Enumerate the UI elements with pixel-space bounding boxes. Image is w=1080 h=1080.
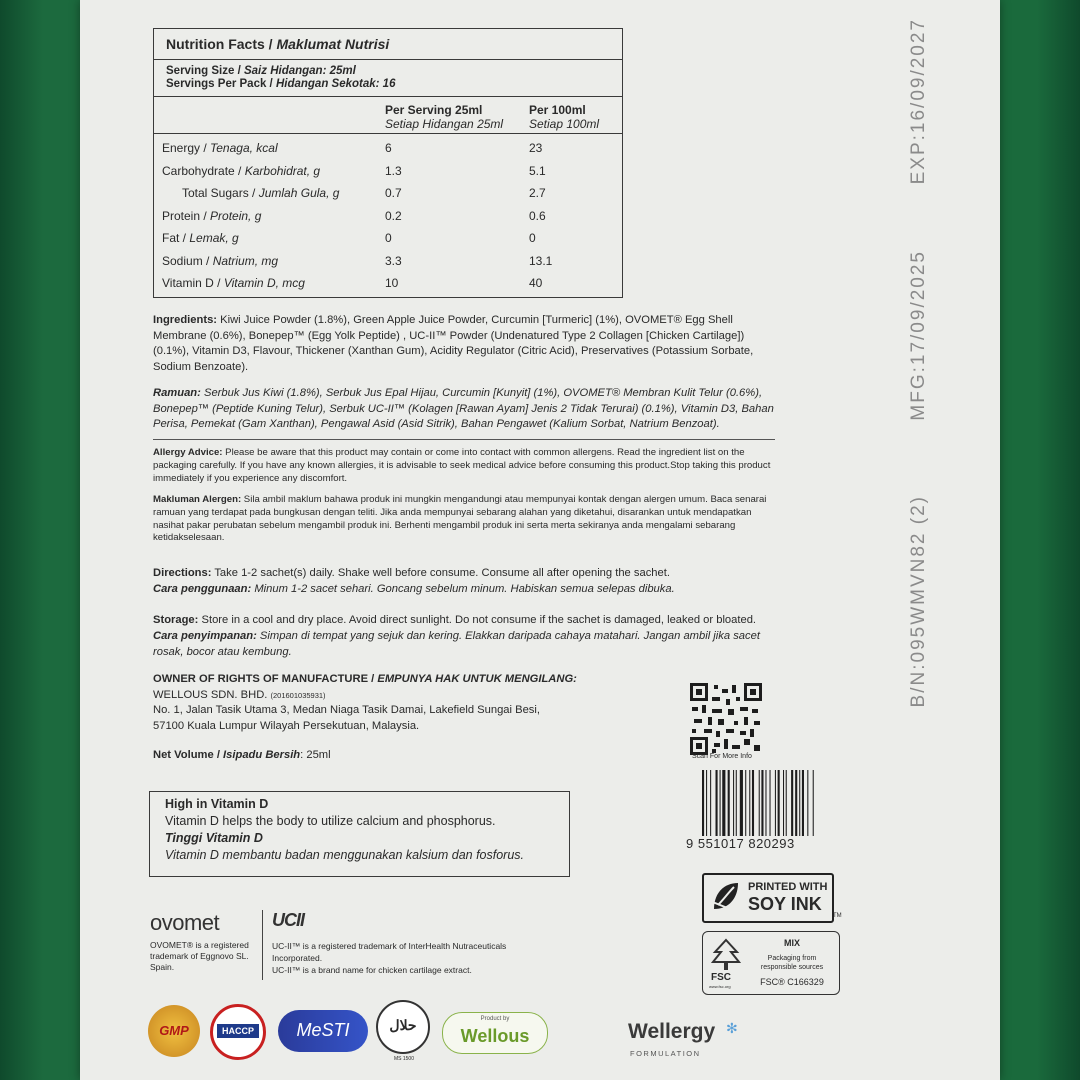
ingredients-en: Ingredients: Kiwi Juice Powder (1.8%), Green Apple Juice Powder, Curcumin [Turmeric] (1%), OVOMET® Egg Shell Membrane (0.6%), Bonepep™ (Egg Yolk Peptide) , UC-II™ Powder (Undenatured Type 2 Collagen [Chicken Cartilage]) (0.1%), Vitamin D3, Flavour, Thickener (Xanthan Gum), Acidity Regulator (Citric Acid), Preservatives (Potassium Sorbate, Sodium Benzoate). [153, 314, 754, 373]
vitamin-d-claim-box: High in Vitamin D Vitamin D helps the body to utilize calcium and phosphorus. Tinggi Vitamin D Vitamin D membantu badan menggunakan kalsium dan fosforus. [149, 791, 570, 877]
barcode-bar [799, 770, 800, 836]
barcode-number: 9 551017 820293 [686, 836, 795, 851]
nutrient-name: Sodium / Natrium, mg [162, 253, 279, 268]
barcode-bar [740, 770, 743, 836]
ovomet-trademark: OVOMET® is a registered trademark of Eggnovo SL. Spain. [150, 940, 249, 972]
wellous-badge: Product by Wellous [442, 1012, 548, 1054]
barcode-bar [716, 770, 718, 836]
value-per-100ml: 40 [529, 276, 543, 290]
directions-ms: Cara penggunaan: Minum 1-2 sacet sehari. Goncang sebelum minum. Habiskan semua selepas dibuka. [153, 583, 675, 595]
barcode-bar [765, 770, 766, 836]
fsc-tree-icon [711, 938, 741, 972]
manufacture-date: MFG:17/09/2025 [908, 250, 929, 421]
nutrient-name: Fat / Lemak, g [162, 231, 239, 245]
storage-ms: Cara penyimpanan: Simpan di tempat yang sejuk dan kering. Elakkan daripada cahaya matahari. Jangan ambil jika sacet rosak, bocor atau kembung. [153, 630, 760, 658]
sparkle-icon: ✻ [726, 1020, 738, 1036]
net-volume: Net Volume / Isipadu Bersih: 25ml [153, 749, 331, 761]
ingredients-ms: Ramuan: Serbuk Jus Kiwi (1.8%), Serbuk Jus Epal Hijau, Curcumin [Kunyit] (1%), OVOMET® Membran Kulit Telur (0.6%), Bonepep™ (Peptide Kuning Telur), Serbuk UC-II™ (Kolagen [Rawan Ayam] Jenis 2 Tidak Terurai) (0.1%), Vitamin D3, Bahan Perisa, Pemekat (Gam Xanthan), Pengawal Asid (Asid Sitrik), Bahan Pengawet (Kalium Sorbat, Natrium Benzoat). [153, 387, 774, 431]
soy-ink-logo: PRINTED WITH SOY INK [702, 873, 834, 923]
barcode-bar [733, 770, 734, 836]
wellergy-logo: Wellergy [628, 1020, 716, 1043]
barcode-bar [728, 770, 730, 836]
ovomet-logo: ovomet [150, 910, 220, 935]
barcode-bar [770, 770, 771, 836]
allergy-advice-en: Allergy Advice: Please be aware that this product may contain or come into contact with common allergens. Read the ingredient list on the packaging carefully. If you have any known allergies, it is advisable to seek medical advice before consuming this product.Stop taking this product immediately if you experience any discomfort. [153, 447, 771, 484]
barcode-bar [761, 770, 763, 836]
barcode-bar [813, 770, 814, 836]
fsc-logo: FSC www.fsc.org MIX Packaging from responsible sources FSC® C166329 [702, 931, 840, 995]
mesti-badge: MeSTI [278, 1010, 368, 1052]
nutrition-row [162, 141, 614, 161]
column-header-serving: Per Serving 25ml Setiap Hidangan 25ml [385, 103, 504, 131]
nutrient-name: Protein / Protein, g [162, 208, 262, 223]
nutrient-name: Carbohydrate / Karbohidrat, g [162, 163, 321, 178]
header-divider [154, 133, 622, 134]
value-per-serving: 6 [385, 141, 392, 155]
value-per-serving: 10 [385, 276, 399, 290]
barcode-bar [778, 770, 780, 836]
barcode-bar [736, 770, 737, 836]
barcode-bar [807, 770, 808, 836]
barcode-bar [783, 770, 784, 836]
value-per-100ml: 2.7 [529, 186, 546, 200]
serving-info: Serving Size / Saiz Hidangan: 25ml Servings Per Pack / Hidangan Sekotak: 16 [154, 60, 622, 97]
soy-bean-icon [708, 879, 744, 915]
ucii-logo: UCII [272, 910, 304, 930]
barcode-bar [802, 770, 804, 836]
nutrition-facts-table [153, 28, 623, 298]
ucii-trademark: UC-II™ is a registered trademark of InterHealth Nutraceuticals Incorporated. UC-II™ is a brand name for chicken cartilage extract. [272, 941, 507, 975]
nutrition-row [162, 254, 614, 274]
barcode-bar [745, 770, 746, 836]
nutrient-name: Total Sugars / Jumlah Gula, g [182, 186, 340, 200]
storage-en: Storage: Store in a cool and dry place. Avoid direct sunlight. Do not consume if the sachet is damaged, leaked or bloated. [153, 614, 757, 626]
manufacturer-info: OWNER OF RIGHTS OF MANUFACTURE / EMPUNYA HAK UNTUK MENGILANG: WELLOUS SDN. BHD. (201601035931) No. 1, Jalan Tasik Utama 3, Medan Niaga Tasik Damai, Lakefield Sungai Besi, 57100 Kuala Lumpur Wilayah Persekutuan, Malaysia. [153, 673, 577, 732]
gmp-badge: GMP [148, 1005, 200, 1057]
qr-code[interactable] [690, 683, 762, 755]
barcode-bar [710, 770, 711, 836]
logo-divider [262, 910, 263, 980]
value-per-100ml: 13.1 [529, 253, 553, 268]
value-per-serving: 0 [385, 231, 392, 245]
barcode-bar [702, 770, 704, 836]
value-per-100ml: 23 [529, 141, 543, 155]
barcode-bar [786, 770, 787, 836]
nutrition-row [162, 231, 614, 251]
halal-badge: حلال [376, 1000, 430, 1054]
value-per-100ml: 0 [529, 231, 536, 245]
nutrient-name: Energy / Tenaga, kcal [162, 141, 278, 155]
value-per-serving: 0.7 [385, 186, 402, 200]
barcode-bar [791, 770, 793, 836]
nutrition-row [162, 164, 614, 184]
divider [153, 439, 775, 440]
barcode-bar [706, 770, 707, 836]
barcode-bar [752, 770, 754, 836]
value-per-serving: 0.2 [385, 208, 402, 223]
haccp-badge: HACCP [210, 1004, 266, 1060]
nutrition-row [162, 276, 614, 296]
barcode-bar [775, 770, 776, 836]
barcode [700, 770, 840, 846]
batch-number: B/N:095WMVN82 (2) [908, 495, 929, 708]
expiry-date: EXP:16/09/2027 [908, 18, 929, 185]
barcode-bar [722, 770, 725, 836]
nutrition-row [162, 186, 614, 206]
allergy-advice-ms: Makluman Alergen: Sila ambil maklum bahawa produk ini mungkin mengandungi atau mempunyai kontak dengan alergen umum. Baca senarai ramuan yang terdapat pada bungkusan dengan teliti. Jika anda mempunyai sebarang alahan yang diketahui, disarankan untuk mendapatkan nasihat pakar perubatan sebelum mengambil produk ini. Berhenti mengambil produk ini serta merta sekiranya anda mengalami sebarang ketidakselesaan. [153, 494, 767, 544]
nutrition-title: Nutrition Facts / Maklumat Nutrisi [154, 29, 622, 60]
column-header-100ml: Per 100ml Setiap 100ml [529, 103, 600, 131]
value-per-100ml: 0.6 [529, 208, 546, 223]
barcode-bar [795, 770, 797, 836]
qr-caption: Scan For More Info [692, 753, 752, 760]
value-per-serving: 1.3 [385, 163, 402, 178]
value-per-serving: 3.3 [385, 253, 402, 268]
value-per-100ml: 5.1 [529, 163, 546, 178]
nutrient-name: Vitamin D / Vitamin D, mcg [162, 276, 305, 290]
barcode-bar [749, 770, 750, 836]
barcode-bar [759, 770, 760, 836]
nutrition-row [162, 209, 614, 229]
barcode-bar [720, 770, 721, 836]
directions-en: Directions: Take 1-2 sachet(s) daily. Shake well before consume. Consume all after opening the sachet. [153, 567, 670, 579]
